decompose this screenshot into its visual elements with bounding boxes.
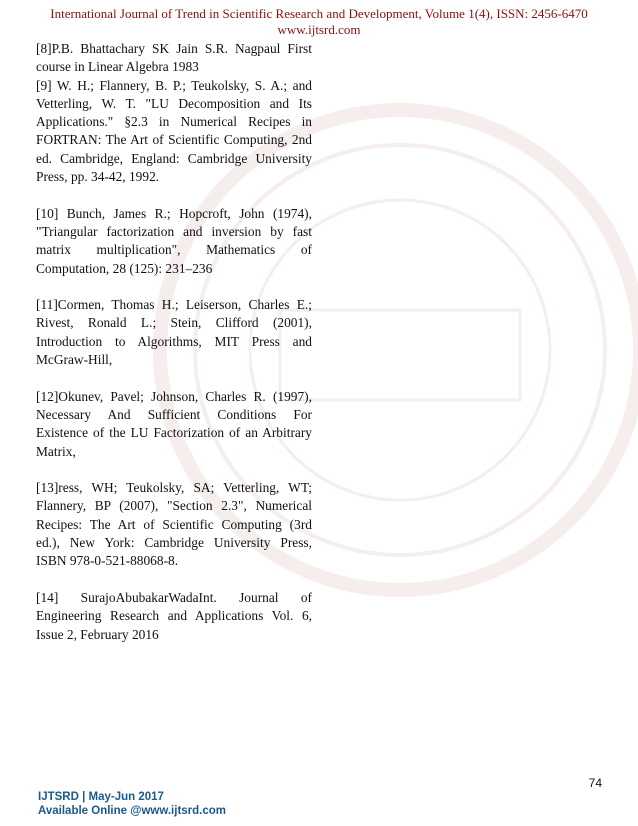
reference-item: [14] SurajoAbubakarWadaInt. Journal of Engineering Research and Applications Vol. 6, Issue 2, February 2016	[36, 589, 312, 642]
journal-header	[0, 6, 638, 38]
reference-item: [8]P.B. Bhattachary SK Jain S.R. Nagpaul First course in Linear Algebra 1983	[36, 41, 312, 75]
reference-item: [12]Okunev, Pavel; Johnson, Charles R. (1997), Necessary And Sufficient Conditions For Existence of the LU Factorization of an Arbitrary Matrix,	[36, 388, 312, 459]
references-list	[36, 40, 312, 662]
page-number: 74	[588, 776, 602, 790]
journal-url[interactable]: www.ijtsrd.com	[277, 22, 361, 37]
reference-item: [11]Cormen, Thomas H.; Leiserson, Charles E.; Rivest, Ronald L.; Stein, Clifford (2001), Introduction to Algorithms, MIT Press and McGraw-Hill,	[36, 297, 312, 368]
footer-availability: Available Online @www.ijtsrd.com	[38, 805, 227, 817]
footer-issue: IJTSRD | May-Jun 2017	[38, 791, 164, 803]
reference-item: [13]ress, WH; Teukolsky, SA; Vetterling, WT; Flannery, BP (2007), "Section 2.3", Numerical Recipes: The Art of Scientific Computing (3rd ed.), New York: Cambridge University Press, ISBN 978-0-521-88068-8.	[36, 480, 312, 569]
reference-item: [10] Bunch, James R.; Hopcroft, John (1974), "Triangular factorization and inversion by fast matrix multiplication", Mathematics of Computation, 28 (125): 231–236	[36, 205, 312, 276]
page-footer	[38, 790, 226, 818]
reference-item: [9] W. H.; Flannery, B. P.; Teukolsky, S. A.; and Vetterling, W. T. "LU Decomposition and Its Applications." §2.3 in Numerical Recipes in FORTRAN: The Art of Scientific Computing, 2nd ed. Cambridge, England: Cambridge University Press, pp. 34-42, 1992.	[36, 77, 312, 185]
journal-title-line: International Journal of Trend in Scientific Research and Development, Volume 1(4), ISSN: 2456-6470	[50, 6, 588, 21]
